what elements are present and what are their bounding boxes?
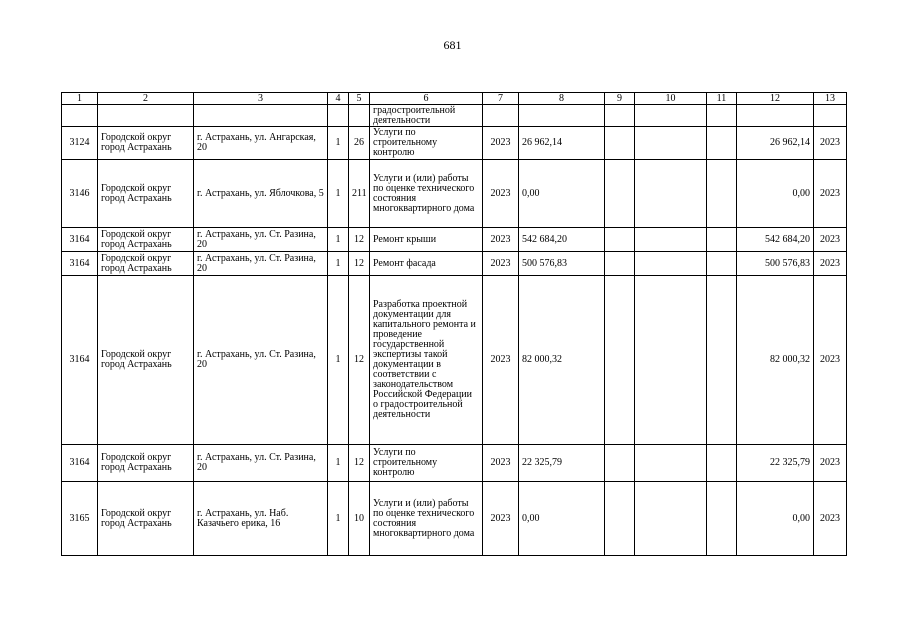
municipality: Городской округ город Астрахань bbox=[98, 160, 194, 228]
municipality: Городской округ город Астрахань bbox=[98, 276, 194, 445]
table-row bbox=[62, 160, 847, 228]
year: 2023 bbox=[483, 445, 519, 482]
address bbox=[194, 105, 328, 127]
year: 2023 bbox=[483, 228, 519, 252]
municipality: Городской округ город Астрахань bbox=[98, 252, 194, 276]
fund-cost: 500 576,83 bbox=[737, 252, 814, 276]
municipality: Городской округ город Астрахань bbox=[98, 127, 194, 160]
year: 2023 bbox=[483, 127, 519, 160]
col-11-value bbox=[707, 482, 737, 556]
table-row bbox=[62, 445, 847, 482]
completion-year: 2023 bbox=[814, 445, 847, 482]
table-row bbox=[62, 228, 847, 252]
col-10-value bbox=[635, 105, 707, 127]
work-type: градостроительной деятельности bbox=[370, 105, 483, 127]
column-number-row bbox=[62, 93, 847, 105]
total-cost: 542 684,20 bbox=[519, 228, 605, 252]
column-number: 6 bbox=[370, 93, 483, 105]
table-row bbox=[62, 252, 847, 276]
municipality: Городской округ город Астрахань bbox=[98, 445, 194, 482]
address: г. Астрахань, ул. Яблочкова, 5 bbox=[194, 160, 328, 228]
total-cost: 82 000,32 bbox=[519, 276, 605, 445]
table-row bbox=[62, 105, 847, 127]
col-9-value bbox=[605, 105, 635, 127]
year bbox=[483, 105, 519, 127]
completion-year: 2023 bbox=[814, 276, 847, 445]
completion-year: 2023 bbox=[814, 252, 847, 276]
record-id: 3165 bbox=[62, 482, 98, 556]
municipality: Городской округ город Астрахань bbox=[98, 482, 194, 556]
col-9-value bbox=[605, 160, 635, 228]
address: г. Астрахань, ул. Ст. Разина, 20 bbox=[194, 252, 328, 276]
column-number: 11 bbox=[707, 93, 737, 105]
table-row bbox=[62, 276, 847, 445]
col-11-value bbox=[707, 445, 737, 482]
col-9-value bbox=[605, 445, 635, 482]
col-11-value bbox=[707, 276, 737, 445]
completion-year: 2023 bbox=[814, 228, 847, 252]
year: 2023 bbox=[483, 482, 519, 556]
record-id bbox=[62, 105, 98, 127]
completion-year: 2023 bbox=[814, 160, 847, 228]
municipality bbox=[98, 105, 194, 127]
col-5-value bbox=[349, 105, 370, 127]
column-number: 7 bbox=[483, 93, 519, 105]
total-cost: 500 576,83 bbox=[519, 252, 605, 276]
col-5-value: 26 bbox=[349, 127, 370, 160]
col-9-value bbox=[605, 482, 635, 556]
record-id: 3164 bbox=[62, 252, 98, 276]
col-9-value bbox=[605, 252, 635, 276]
record-id: 3164 bbox=[62, 276, 98, 445]
year: 2023 bbox=[483, 160, 519, 228]
col-4-value: 1 bbox=[328, 252, 349, 276]
work-type: Услуги и (или) работы по оценке технического состояния многоквартирного дома bbox=[370, 482, 483, 556]
address: г. Астрахань, ул. Наб. Казачьего ерика, 16 bbox=[194, 482, 328, 556]
col-4-value: 1 bbox=[328, 445, 349, 482]
column-number: 2 bbox=[98, 93, 194, 105]
fund-cost: 0,00 bbox=[737, 160, 814, 228]
record-id: 3164 bbox=[62, 228, 98, 252]
column-number: 4 bbox=[328, 93, 349, 105]
record-id: 3164 bbox=[62, 445, 98, 482]
total-cost bbox=[519, 105, 605, 127]
col-10-value bbox=[635, 127, 707, 160]
record-id: 3146 bbox=[62, 160, 98, 228]
fund-cost bbox=[737, 105, 814, 127]
column-number: 10 bbox=[635, 93, 707, 105]
col-10-value bbox=[635, 276, 707, 445]
work-type: Ремонт фасада bbox=[370, 252, 483, 276]
col-9-value bbox=[605, 127, 635, 160]
total-cost: 0,00 bbox=[519, 160, 605, 228]
fund-cost: 0,00 bbox=[737, 482, 814, 556]
year: 2023 bbox=[483, 252, 519, 276]
col-11-value bbox=[707, 127, 737, 160]
fund-cost: 82 000,32 bbox=[737, 276, 814, 445]
column-number: 1 bbox=[62, 93, 98, 105]
work-type: Услуги и (или) работы по оценке технического состояния многоквартирного дома bbox=[370, 160, 483, 228]
column-number: 3 bbox=[194, 93, 328, 105]
fund-cost: 542 684,20 bbox=[737, 228, 814, 252]
total-cost: 22 325,79 bbox=[519, 445, 605, 482]
address: г. Астрахань, ул. Ст. Разина, 20 bbox=[194, 276, 328, 445]
address: г. Астрахань, ул. Ст. Разина, 20 bbox=[194, 228, 328, 252]
col-5-value: 12 bbox=[349, 252, 370, 276]
col-10-value bbox=[635, 252, 707, 276]
column-number: 5 bbox=[349, 93, 370, 105]
completion-year bbox=[814, 105, 847, 127]
col-5-value: 12 bbox=[349, 228, 370, 252]
year: 2023 bbox=[483, 276, 519, 445]
column-number: 8 bbox=[519, 93, 605, 105]
col-5-value: 12 bbox=[349, 276, 370, 445]
total-cost: 26 962,14 bbox=[519, 127, 605, 160]
table-row bbox=[62, 482, 847, 556]
col-10-value bbox=[635, 445, 707, 482]
col-4-value: 1 bbox=[328, 482, 349, 556]
record-id: 3124 bbox=[62, 127, 98, 160]
work-type: Услуги по строительному контролю bbox=[370, 445, 483, 482]
column-number: 9 bbox=[605, 93, 635, 105]
col-9-value bbox=[605, 276, 635, 445]
page-number: 681 bbox=[443, 38, 462, 52]
col-5-value: 211 bbox=[349, 160, 370, 228]
work-type: Разработка проектной документации для капитального ремонта и проведение государственной экспертизы такой документации в соответствии с законодательством Российской Федерации о градостроительной деятельности bbox=[370, 276, 483, 445]
col-9-value bbox=[605, 228, 635, 252]
address: г. Астрахань, ул. Ангарская, 20 bbox=[194, 127, 328, 160]
work-type: Услуги по строительному контролю bbox=[370, 127, 483, 160]
completion-year: 2023 bbox=[814, 482, 847, 556]
fund-cost: 22 325,79 bbox=[737, 445, 814, 482]
col-4-value: 1 bbox=[328, 228, 349, 252]
column-number: 13 bbox=[814, 93, 847, 105]
fund-cost: 26 962,14 bbox=[737, 127, 814, 160]
capital-repair-table bbox=[61, 92, 847, 556]
col-5-value: 12 bbox=[349, 445, 370, 482]
col-11-value bbox=[707, 228, 737, 252]
col-10-value bbox=[635, 228, 707, 252]
col-5-value: 10 bbox=[349, 482, 370, 556]
column-number: 12 bbox=[737, 93, 814, 105]
col-11-value bbox=[707, 252, 737, 276]
col-4-value: 1 bbox=[328, 276, 349, 445]
completion-year: 2023 bbox=[814, 127, 847, 160]
col-4-value: 1 bbox=[328, 127, 349, 160]
col-11-value bbox=[707, 160, 737, 228]
total-cost: 0,00 bbox=[519, 482, 605, 556]
col-11-value bbox=[707, 105, 737, 127]
col-4-value: 1 bbox=[328, 160, 349, 228]
table-row bbox=[62, 127, 847, 160]
col-10-value bbox=[635, 160, 707, 228]
municipality: Городской округ город Астрахань bbox=[98, 228, 194, 252]
address: г. Астрахань, ул. Ст. Разина, 20 bbox=[194, 445, 328, 482]
col-4-value bbox=[328, 105, 349, 127]
work-type: Ремонт крыши bbox=[370, 228, 483, 252]
col-10-value bbox=[635, 482, 707, 556]
